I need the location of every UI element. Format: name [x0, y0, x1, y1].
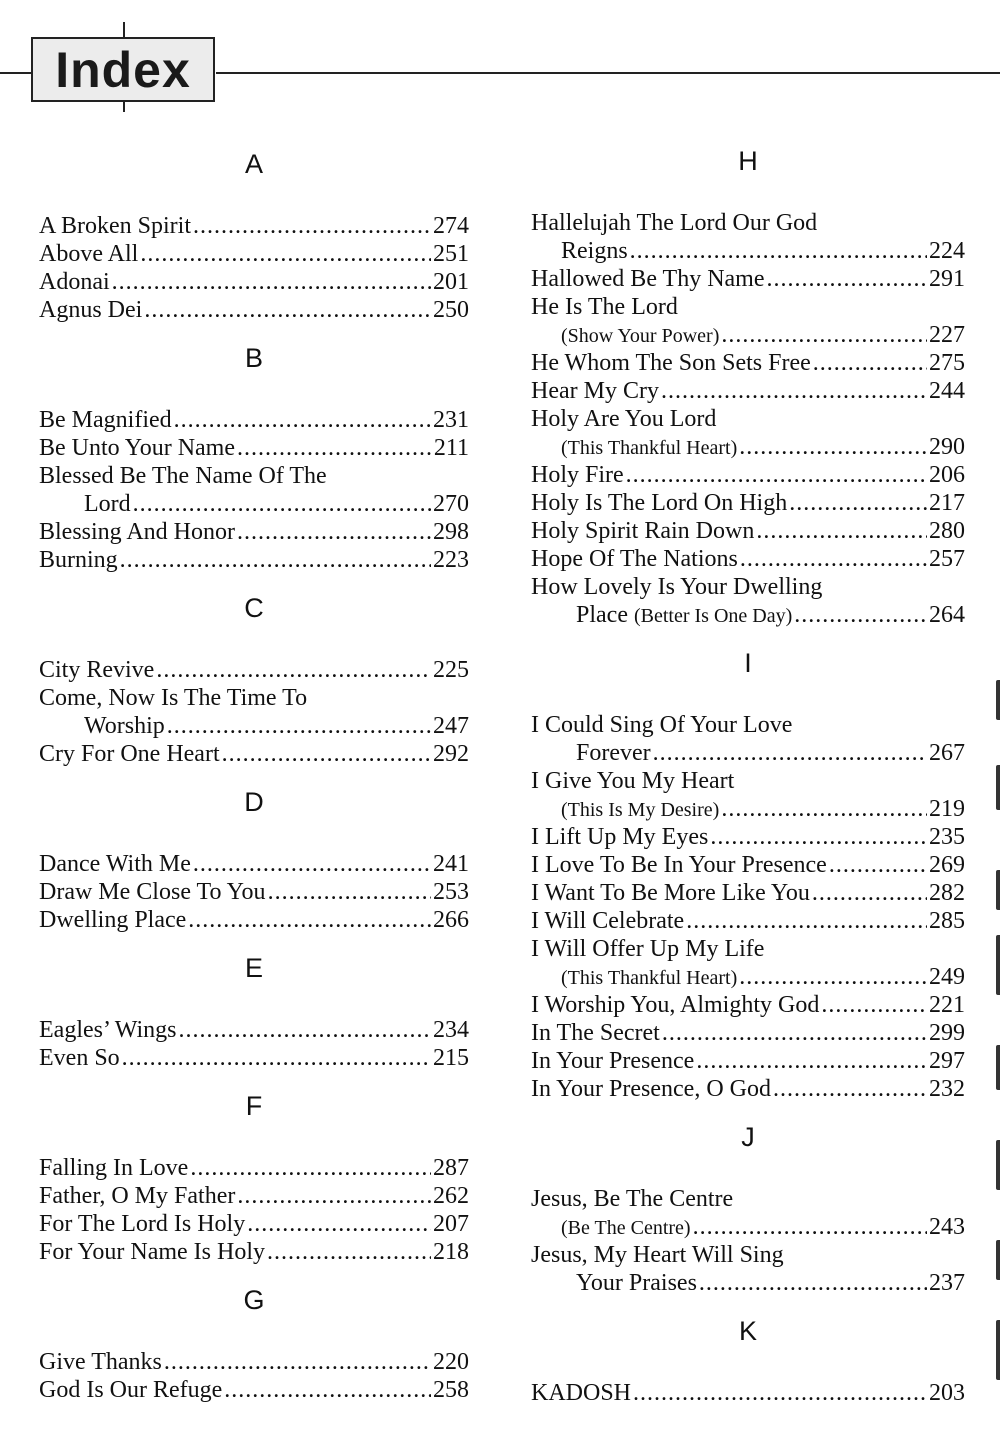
edge-tab-mark	[996, 765, 1000, 810]
index-column-right	[531, 145, 965, 1407]
section-letter-b: B	[244, 343, 263, 373]
dot-leader	[721, 795, 927, 823]
index-entry[interactable]	[39, 1348, 469, 1376]
entry-title: I Could Sing Of Your Love	[531, 712, 793, 738]
index-entry[interactable]	[39, 406, 469, 434]
dot-leader	[789, 489, 927, 517]
index-entry[interactable]	[531, 907, 965, 935]
entry-page: 220	[433, 1349, 469, 1375]
dot-leader	[626, 461, 927, 489]
entry-page: 219	[929, 796, 965, 822]
dot-leader	[773, 1075, 927, 1103]
entry-title: I Will Offer Up My Life	[531, 936, 765, 962]
index-entry[interactable]	[39, 656, 469, 684]
index-entry[interactable]	[531, 879, 965, 907]
page-title: Index	[31, 37, 215, 102]
edge-tab-mark	[996, 1045, 1000, 1090]
dot-leader	[699, 1269, 927, 1297]
entry-subtitle: (Better Is One Day)	[633, 605, 793, 627]
index-entry[interactable]	[531, 823, 965, 851]
entry-title: Holy Fire	[531, 462, 624, 488]
entry-page: 224	[929, 238, 965, 264]
entry-title: Dance With Me	[39, 851, 191, 877]
entry-page: 274	[433, 213, 469, 239]
entry-page: 267	[929, 740, 965, 766]
dot-leader	[164, 1348, 431, 1376]
entry-title: Dwelling Place	[39, 907, 187, 933]
dot-leader	[237, 518, 431, 546]
entry-page: 269	[929, 852, 965, 878]
entry-page: 203	[929, 1380, 965, 1406]
dot-leader	[686, 907, 927, 935]
index-entry[interactable]	[39, 906, 469, 934]
index-entry[interactable]	[531, 991, 965, 1019]
entry-title: For Your Name Is Holy	[39, 1239, 266, 1265]
dot-leader	[756, 517, 927, 545]
entry-page: 292	[433, 741, 469, 767]
entry-page: 251	[433, 241, 469, 267]
entry-page: 244	[929, 378, 965, 404]
entry-title: He Is The Lord	[531, 294, 678, 320]
entry-subtitle: (This Thankful Heart)	[561, 437, 738, 459]
entry-page: 218	[433, 1239, 469, 1265]
index-entry[interactable]	[39, 546, 469, 574]
entry-title: Blessed Be The Name Of The	[39, 463, 327, 489]
index-entry[interactable]	[39, 878, 469, 906]
index-entry[interactable]	[39, 740, 469, 768]
dot-leader	[190, 1154, 431, 1182]
entry-title: Even So	[39, 1045, 120, 1071]
entry-page: 275	[929, 350, 965, 376]
entry-title: Jesus, My Heart Will Sing	[531, 1242, 784, 1268]
dot-leader	[710, 823, 927, 851]
header-tick-top	[123, 22, 125, 38]
entry-title: I Worship You, Almighty God	[531, 992, 820, 1018]
entry-page: 235	[929, 824, 965, 850]
entry-page: 249	[929, 964, 965, 990]
index-entry[interactable]	[39, 1238, 469, 1266]
entry-title: He Whom The Son Sets Free	[531, 350, 811, 376]
section-letter-f: F	[245, 1091, 263, 1121]
entry-page: 211	[433, 435, 469, 461]
entry-page: 282	[929, 880, 965, 906]
index-entry[interactable]	[531, 711, 965, 739]
section-letter-a: A	[244, 149, 263, 179]
dot-leader	[112, 268, 431, 296]
index-entry[interactable]	[39, 462, 469, 490]
entry-page: 290	[929, 434, 965, 460]
index-entry-continued[interactable]	[39, 712, 469, 740]
index-entry-continued[interactable]	[531, 739, 965, 767]
entry-title: How Lovely Is Your Dwelling	[531, 574, 823, 600]
index-entry[interactable]	[531, 405, 965, 433]
header-rule-left	[0, 72, 32, 74]
section-letter-i: I	[744, 648, 752, 678]
entry-page: 241	[433, 851, 469, 877]
entry-title: Jesus, Be The Centre	[531, 1186, 734, 1212]
entry-page: 285	[929, 908, 965, 934]
entry-title: Come, Now Is The Time To	[39, 685, 308, 711]
index-entry-continued[interactable]	[531, 1213, 965, 1241]
edge-tab-mark	[996, 870, 1000, 910]
entry-title: A Broken Spirit	[39, 213, 192, 239]
entry-page: 270	[433, 491, 469, 517]
entry-page: 280	[929, 518, 965, 544]
dot-leader	[630, 237, 927, 265]
entry-subtitle: (Be The Centre)	[561, 1217, 691, 1239]
entry-page: 231	[433, 407, 469, 433]
index-entry[interactable]	[39, 268, 469, 296]
entry-title: Burning	[39, 547, 118, 573]
entry-title: Blessing And Honor	[39, 519, 236, 545]
entry-page: 227	[929, 322, 965, 348]
dot-leader	[633, 1379, 927, 1407]
index-entry[interactable]	[39, 1154, 469, 1182]
entry-page: 247	[433, 713, 469, 739]
index-entry[interactable]	[531, 377, 965, 405]
edge-tab-mark	[996, 1140, 1000, 1190]
entry-title: I Will Celebrate	[531, 908, 685, 934]
entry-page: 250	[433, 297, 469, 323]
index-entry[interactable]	[531, 767, 965, 795]
dot-leader	[794, 601, 927, 629]
entry-page: 217	[929, 490, 965, 516]
entry-title-continued: Reigns	[561, 238, 628, 264]
dot-leader	[653, 739, 927, 767]
dot-leader	[739, 433, 927, 461]
dot-leader	[188, 906, 431, 934]
entry-title: Above All	[39, 241, 139, 267]
entry-title: Agnus Dei	[39, 297, 143, 323]
dot-leader	[122, 1044, 431, 1072]
dot-leader	[268, 878, 431, 906]
index-entry[interactable]	[39, 1016, 469, 1044]
dot-leader	[693, 1213, 927, 1241]
entry-page: 298	[433, 519, 469, 545]
dot-leader	[222, 740, 431, 768]
dot-leader	[812, 879, 927, 907]
entry-title: I Give You My Heart	[531, 768, 735, 794]
entry-title-continued: Forever	[576, 740, 651, 766]
entry-title: Adonai	[39, 269, 110, 295]
index-entry[interactable]	[531, 265, 965, 293]
index-entry[interactable]	[531, 935, 965, 963]
entry-subtitle: (Show Your Power)	[561, 325, 720, 347]
entry-title: Hope Of The Nations	[531, 546, 738, 572]
entry-title-continued: Place	[576, 602, 628, 628]
entry-title: Holy Is The Lord On High	[531, 490, 788, 516]
index-entry-continued[interactable]	[531, 433, 965, 461]
entry-page: 266	[433, 907, 469, 933]
index-entry[interactable]	[39, 518, 469, 546]
dot-leader	[767, 265, 928, 293]
section-letter-d: D	[244, 787, 264, 817]
entry-page: 234	[433, 1017, 469, 1043]
entry-page: 262	[433, 1183, 469, 1209]
entry-title: Give Thanks	[39, 1349, 162, 1375]
entry-title-continued: Lord	[84, 491, 131, 517]
index-entry[interactable]	[531, 573, 965, 601]
dot-leader	[661, 377, 927, 405]
dot-leader	[167, 712, 431, 740]
dot-leader	[178, 1016, 431, 1044]
index-entry-continued[interactable]	[39, 490, 469, 518]
entry-title: In Your Presence	[531, 1048, 695, 1074]
entry-page: 297	[929, 1048, 965, 1074]
entry-page: 237	[929, 1270, 965, 1296]
entry-title: City Revive	[39, 657, 155, 683]
entry-page: 258	[433, 1377, 469, 1403]
entry-title: I Love To Be In Your Presence	[531, 852, 827, 878]
index-entry-continued[interactable]	[531, 237, 965, 265]
dot-leader	[821, 991, 927, 1019]
index-column-left	[39, 148, 469, 1404]
index-entry[interactable]	[39, 1376, 469, 1404]
dot-leader	[193, 850, 431, 878]
section-letter-h: H	[738, 146, 758, 176]
entry-page: 215	[433, 1045, 469, 1071]
index-entry[interactable]	[39, 1044, 469, 1072]
dot-leader	[120, 546, 431, 574]
dot-leader	[140, 240, 431, 268]
entry-title-continued: Your Praises	[576, 1270, 697, 1296]
edge-tab-mark	[996, 680, 1000, 720]
dot-leader	[224, 1376, 431, 1404]
entry-subtitle: (This Thankful Heart)	[561, 967, 738, 989]
index-entry[interactable]	[531, 1019, 965, 1047]
edge-tab-mark	[996, 1240, 1000, 1280]
index-entry[interactable]	[531, 1185, 965, 1213]
index-entry[interactable]	[39, 212, 469, 240]
header-tick-bottom	[123, 102, 125, 112]
index-entry-continued[interactable]	[531, 321, 965, 349]
entry-title: Hear My Cry	[531, 378, 659, 404]
dot-leader	[193, 212, 431, 240]
index-entry-continued[interactable]	[531, 963, 965, 991]
index-entry[interactable]	[39, 850, 469, 878]
entry-title: KADOSH	[531, 1380, 632, 1406]
header-rule-right	[216, 72, 1000, 74]
dot-leader	[696, 1047, 927, 1075]
entry-title: Be Unto Your Name	[39, 435, 235, 461]
index-entry[interactable]	[531, 851, 965, 879]
entry-page: 225	[433, 657, 469, 683]
index-entry[interactable]	[531, 1241, 965, 1269]
entry-title: In The Secret	[531, 1020, 660, 1046]
entry-title: God Is Our Refuge	[39, 1377, 223, 1403]
entry-page: 243	[929, 1214, 965, 1240]
dot-leader	[156, 656, 431, 684]
index-entry[interactable]	[39, 1210, 469, 1238]
entry-page: 291	[929, 266, 965, 292]
dot-leader	[174, 406, 431, 434]
index-entry[interactable]	[39, 1182, 469, 1210]
entry-page: 287	[433, 1155, 469, 1181]
dot-leader	[144, 296, 431, 324]
index-entry[interactable]	[39, 684, 469, 712]
entry-page: 207	[433, 1211, 469, 1237]
index-entry[interactable]	[39, 434, 469, 462]
entry-title: Holy Are You Lord	[531, 406, 717, 432]
index-entry[interactable]	[531, 349, 965, 377]
dot-leader	[237, 434, 432, 462]
index-entry-continued[interactable]	[531, 795, 965, 823]
section-letter-g: G	[243, 1285, 265, 1315]
index-entry-continued[interactable]	[531, 1269, 965, 1297]
index-entry[interactable]	[531, 1047, 965, 1075]
dot-leader	[813, 349, 927, 377]
entry-page: 299	[929, 1020, 965, 1046]
dot-leader	[721, 321, 927, 349]
entry-title: In Your Presence, O God	[531, 1076, 771, 1102]
entry-page: 232	[929, 1076, 965, 1102]
dot-leader	[829, 851, 927, 879]
entry-title: Father, O My Father	[39, 1183, 236, 1209]
index-entry[interactable]	[531, 461, 965, 489]
dot-leader	[237, 1182, 431, 1210]
entry-subtitle: (This Is My Desire)	[561, 799, 720, 821]
entry-title: For The Lord Is Holy	[39, 1211, 246, 1237]
entry-title: I Lift Up My Eyes	[531, 824, 709, 850]
index-entry-continued[interactable]	[531, 601, 965, 629]
section-letter-j: J	[741, 1122, 755, 1152]
entry-page: 257	[929, 546, 965, 572]
index-entry[interactable]	[531, 545, 965, 573]
index-entry[interactable]	[39, 240, 469, 268]
dot-leader	[247, 1210, 431, 1238]
edge-tab-mark	[996, 935, 1000, 995]
section-letter-e: E	[244, 953, 263, 983]
dot-leader	[662, 1019, 927, 1047]
entry-page: 206	[929, 462, 965, 488]
entry-title: Holy Spirit Rain Down	[531, 518, 755, 544]
entry-title: Eagles’ Wings	[39, 1017, 177, 1043]
entry-title: Hallowed Be Thy Name	[531, 266, 765, 292]
index-entry[interactable]	[531, 489, 965, 517]
section-letter-c: C	[244, 593, 264, 623]
index-entry[interactable]	[531, 517, 965, 545]
index-entry[interactable]	[531, 1379, 965, 1407]
entry-page: 253	[433, 879, 469, 905]
index-entry[interactable]	[531, 293, 965, 321]
entry-page: 201	[433, 269, 469, 295]
dot-leader	[740, 545, 927, 573]
entry-page: 221	[929, 992, 965, 1018]
index-entry[interactable]	[39, 296, 469, 324]
entry-title: Cry For One Heart	[39, 741, 220, 767]
entry-title: Falling In Love	[39, 1155, 189, 1181]
dot-leader	[267, 1238, 431, 1266]
dot-leader	[133, 490, 431, 518]
entry-title-continued: Worship	[84, 713, 165, 739]
dot-leader	[739, 963, 927, 991]
edge-tab-mark	[996, 1320, 1000, 1380]
entry-page: 223	[433, 547, 469, 573]
entry-title: Hallelujah The Lord Our God	[531, 210, 818, 236]
entry-title: I Want To Be More Like You	[531, 880, 810, 906]
entry-page: 264	[929, 602, 965, 628]
entry-title: Be Magnified	[39, 407, 172, 433]
section-letter-k: K	[738, 1316, 757, 1346]
index-entry[interactable]	[531, 209, 965, 237]
index-entry[interactable]	[531, 1075, 965, 1103]
entry-title: Draw Me Close To You	[39, 879, 266, 905]
